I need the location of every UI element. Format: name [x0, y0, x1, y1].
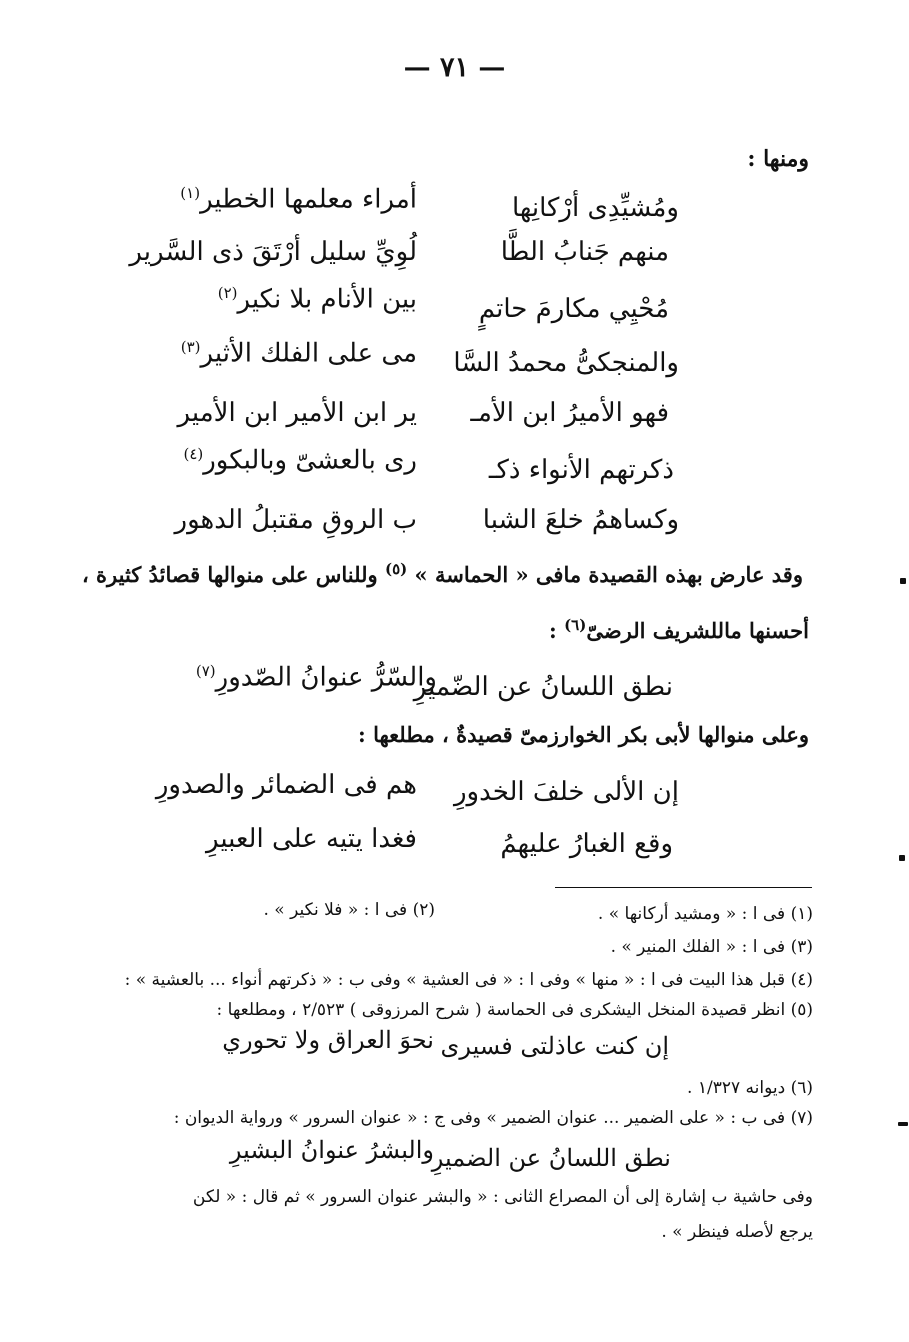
- hemistich-right: مُحْيِي مكارمَ حاتمٍ: [478, 294, 669, 324]
- footnote-4: (٤) قبل هذا البيت فى ا : « منها » وفى ا : « فى العشية » وفى ب : « ذكرتهم أنواء ... بالعشية » :: [124, 970, 813, 990]
- footnote-ref: (٦): [564, 616, 587, 634]
- hemistich-left: والبشرُ عنوانُ البشيرِ: [229, 1136, 434, 1164]
- hemistich-right: ذكرتهم الأنواء ذكـ: [488, 455, 674, 485]
- hemistich-right: إن كنت عاذلتى فسيرى: [440, 1032, 669, 1060]
- hemistich-left: ب الروقِ مقتبلُ الدهور: [174, 505, 417, 535]
- hemistich-left: أمراء معلمها الخطير$^{(١)}$: [180, 184, 417, 215]
- hemistich-left: ير ابن الأمير ابن الأمير: [177, 398, 417, 428]
- scan-artifact: [898, 1122, 908, 1126]
- hemistich-left: نحوَ العراق ولا تحوري: [222, 1026, 434, 1054]
- prose-paragraph: أحسنها ماللشريف الرضىّ$^{(٦)}$ :: [548, 616, 809, 643]
- scan-artifact: [900, 578, 906, 584]
- hemistich-right: منهم جَنابُ الطَّا: [500, 237, 669, 267]
- hemistich-left: مى على الفلك الأثير$^{(٣)}$: [180, 338, 417, 369]
- hemistich-left: رى بالعشىّ وبالبكور$^{(٤)}$: [183, 445, 417, 476]
- hemistich-left: فغدا يتيه على العبيرِ: [205, 824, 417, 854]
- hemistich-right: وكساهمُ خلعَ الشبا: [482, 505, 679, 535]
- hemistich-left: والسّرُّ عنوانُ الصّدورِ$^{(٧)}$: [195, 662, 437, 693]
- hemistich-left: لُوِيِّ سليل أرْتَقَ ذى السَّرير: [129, 237, 417, 267]
- hemistich-right: إن الألى خلفَ الخدورِ: [453, 777, 679, 807]
- footnote-ref: (٥): [384, 560, 408, 578]
- footnote-7-note: وفى حاشية ب إشارة إلى أن المصراع الثانى : « والبشر عنوان السرور » ثم قال : « لكن: [192, 1187, 813, 1207]
- footnote-3: (٣) فى ا : « الفلك المنير » .: [610, 937, 813, 957]
- hemistich-right: ومُشيِّدِى أرْكانِها: [511, 193, 679, 223]
- footnote-ref: (٣): [180, 338, 201, 356]
- footnote-7-note-cont: يرجع لأصله فينظر » .: [661, 1222, 813, 1242]
- hemistich-right: وقع الغبارُ عليهمُ: [500, 829, 673, 859]
- hemistich-left: بين الأنام بلا نكير$^{(٢)}$: [217, 284, 417, 315]
- footnote-separator: [555, 887, 812, 888]
- hemistich-right: فهو الأميرُ ابن الأمـ: [470, 398, 669, 428]
- prose-paragraph: وقد عارض بهذه القصيدة مافى « الحماسة » $^{(٥)}$ وللناس على منوالها قصائدُ كثيرة ،: [81, 560, 803, 587]
- hemistich-right: نطق اللسانُ عن الضّميرِ: [413, 672, 673, 702]
- footnote-7: (٧) فى ب : « على الضمير ... عنوان الضمير » وفى ج : « عنوان السرور » ورواية الديوان :: [173, 1108, 813, 1128]
- footnote-1: (١) فى ا : « ومشيد أركانها » .: [597, 904, 813, 924]
- section-intro: ومنها :: [747, 146, 809, 172]
- hemistich-right: والمنجكىُّ محمدُ السَّا: [453, 348, 679, 378]
- prose-paragraph: وعلى منوالها لأبى بكر الخوارزمىّ قصيدةٌ ، مطلعها :: [358, 722, 809, 747]
- footnote-ref: (٤): [183, 445, 204, 463]
- scan-artifact: [899, 855, 905, 861]
- footnote-ref: (١): [180, 184, 201, 202]
- hemistich-right: نطق اللسانُ عن الضميرِ: [431, 1144, 671, 1172]
- footnote-5: (٥) انظر قصيدة المنخل اليشكرى فى الحماسة ( شرح المرزوقى ) ٢/٥٢٣ ، ومطلعها :: [216, 1000, 813, 1020]
- footnote-2: (٢) فى ا : « فلا نكير » .: [263, 900, 435, 920]
- page-number: — ٧١ —: [403, 52, 506, 83]
- footnote-ref: (٢): [217, 284, 238, 302]
- hemistich-left: هم فى الضمائر والصدورِ: [155, 770, 417, 800]
- footnote-6: (٦) ديوانه ١/٣٢٧ .: [687, 1078, 813, 1098]
- footnote-ref: (٧): [195, 662, 216, 680]
